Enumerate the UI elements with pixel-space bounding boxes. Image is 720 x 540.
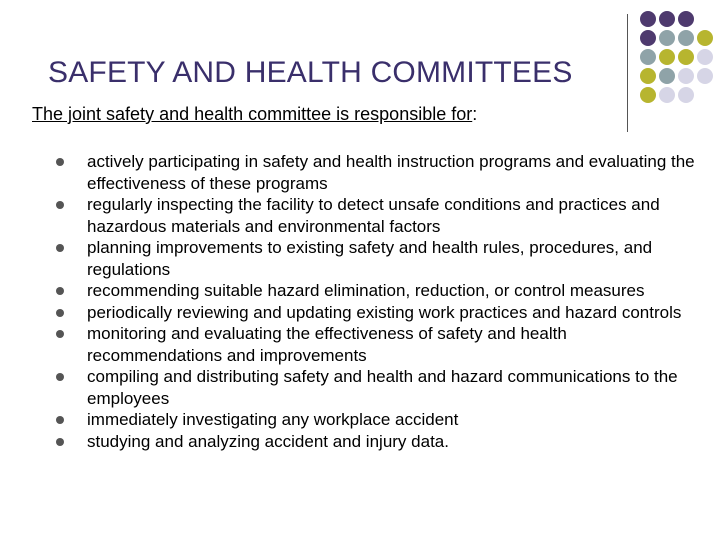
bullet-icon [56,158,64,166]
bullet-icon [56,201,64,209]
intro-colon: : [472,104,478,124]
list-item [52,366,702,409]
list-item-text: periodically reviewing and updating existing work practices and hazard controls [87,302,682,322]
page-title: SAFETY AND HEALTH COMMITTEES [48,56,573,90]
bullet-icon [56,287,64,295]
bullet-icon [56,330,64,338]
decorative-dot [678,11,694,27]
bullet-icon [56,416,64,424]
list-item [52,323,702,366]
decorative-dot [678,30,694,46]
intro-text [32,104,477,125]
list-item-text: monitoring and evaluating the effectiveness of safety and health recommendations and improvements [87,324,567,365]
decorative-dot [640,11,656,27]
list-item [52,302,702,324]
decorative-dot [659,30,675,46]
decorative-dot [678,49,694,65]
list-item [52,409,702,431]
decorative-dot [697,30,713,46]
list-item-text: studying and analyzing accident and injury data. [87,431,449,451]
bullet-icon [56,373,64,381]
list-item-text: immediately investigating any workplace accident [87,410,459,429]
list-item [52,237,702,280]
divider-line [627,14,628,132]
decorative-dot [697,68,713,84]
decorative-dot [640,68,656,84]
intro-underlined-text: The joint safety and health committee is responsible for [32,104,473,124]
bullet-icon [56,438,64,446]
list-item [52,431,702,453]
decorative-dot [640,49,656,65]
decorative-dot [640,87,656,103]
decorative-dot [659,87,675,103]
list-item [52,151,702,194]
decorative-dot [659,11,675,27]
list-item-text: regularly inspecting the facility to detect unsafe conditions and practices and hazardous materials and environmental factors [87,195,660,236]
decorative-dot [640,30,656,46]
list-item-text: planning improvements to existing safety and health rules, procedures, and regulations [87,238,653,279]
decorative-dot [678,68,694,84]
bullet-icon [56,309,64,317]
bullet-icon [56,244,64,252]
list-item [52,280,702,302]
responsibility-list [52,151,702,452]
list-item-text: recommending suitable hazard elimination, reduction, or control measures [87,281,645,300]
list-item [52,194,702,237]
decorative-dot [678,87,694,103]
list-item-text: compiling and distributing safety and health and hazard communications to the employees [87,367,678,408]
list-item-text: actively participating in safety and health instruction programs and evaluating the effectiveness of these programs [87,152,695,193]
decorative-dot [697,49,713,65]
decorative-dot [659,49,675,65]
decorative-dot [659,68,675,84]
